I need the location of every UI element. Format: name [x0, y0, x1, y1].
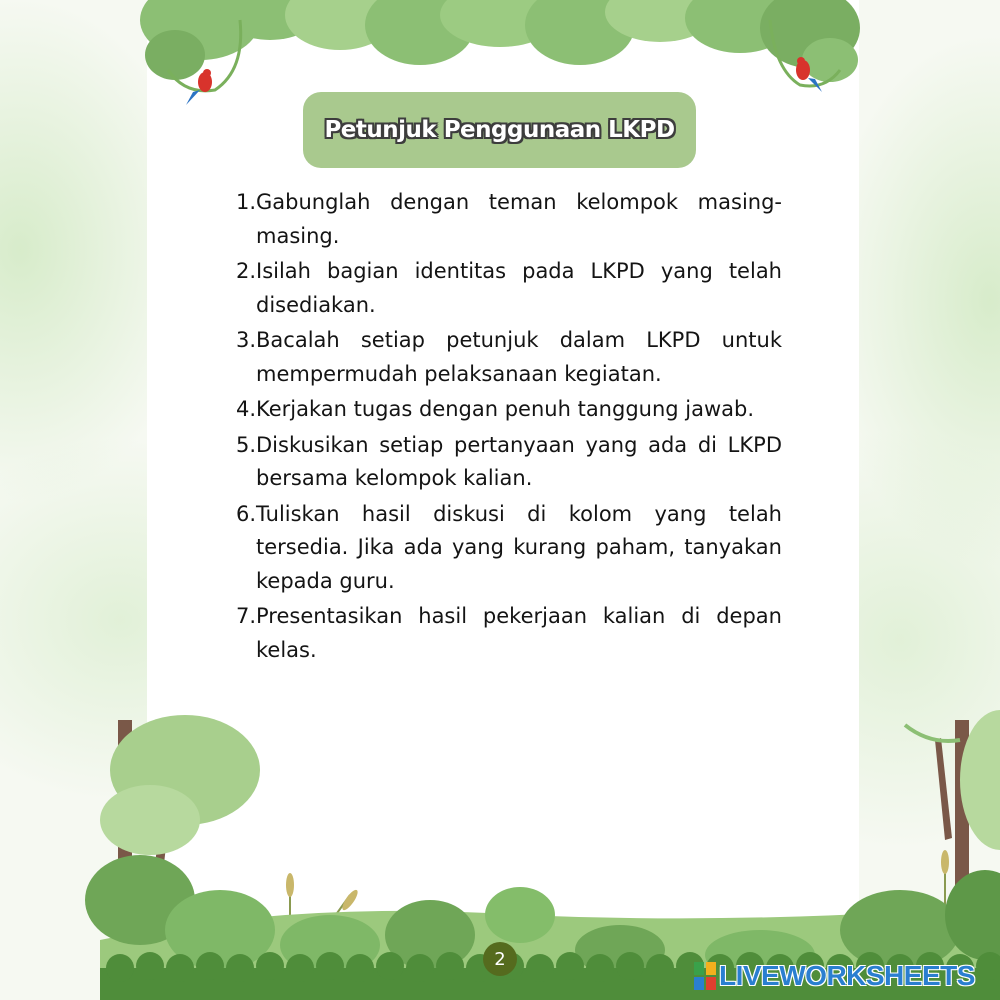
list-item: [230, 600, 782, 667]
liveworksheets-logo[interactable]: [694, 960, 975, 992]
list-item: [230, 498, 782, 599]
step-number: 5.: [235, 432, 256, 457]
list-item: [230, 255, 782, 322]
top-leaves-illustration: [140, 0, 860, 82]
instruction-list: [230, 186, 782, 669]
list-item: [230, 324, 782, 391]
liveworksheets-icon: [694, 962, 716, 990]
title-banner: [303, 92, 696, 168]
step-text: Diskusikan setiap pertanyaan yang ada di LKPD bersama kelompok kalian.: [256, 432, 782, 490]
brand-name: LIVEWORKSHEETS: [719, 960, 975, 991]
page-number-badge: 2: [483, 942, 517, 976]
step-text: Presentasikan hasil pekerjaan kalian di depan kelas.: [256, 604, 782, 662]
page-title: Petunjuk Penggunaan LKPD: [324, 117, 675, 143]
step-number: 2.: [235, 259, 256, 283]
step-number: 4.: [235, 397, 256, 421]
step-number: 7.: [235, 604, 256, 628]
step-text: Isilah bagian identitas pada LKPD yang telah disediakan.: [256, 259, 782, 317]
step-number: 6.: [235, 501, 256, 526]
step-number: 3.: [235, 328, 256, 352]
list-item: [230, 393, 782, 427]
list-item: [230, 186, 782, 253]
step-text: Tuliskan hasil diskusi di kolom yang telah tersedia. Jika ada yang kurang paham, tanyakan kepada guru.: [256, 501, 782, 593]
step-number: 1.: [235, 190, 256, 214]
step-text: Gabunglah dengan teman kelompok masing-masing.: [256, 190, 782, 248]
step-text: Bacalah setiap petunjuk dalam LKPD untuk mempermudah pelaksanaan kegiatan.: [256, 328, 782, 386]
list-item: [230, 429, 782, 496]
step-text: Kerjakan tugas dengan penuh tanggung jawab.: [256, 397, 755, 421]
